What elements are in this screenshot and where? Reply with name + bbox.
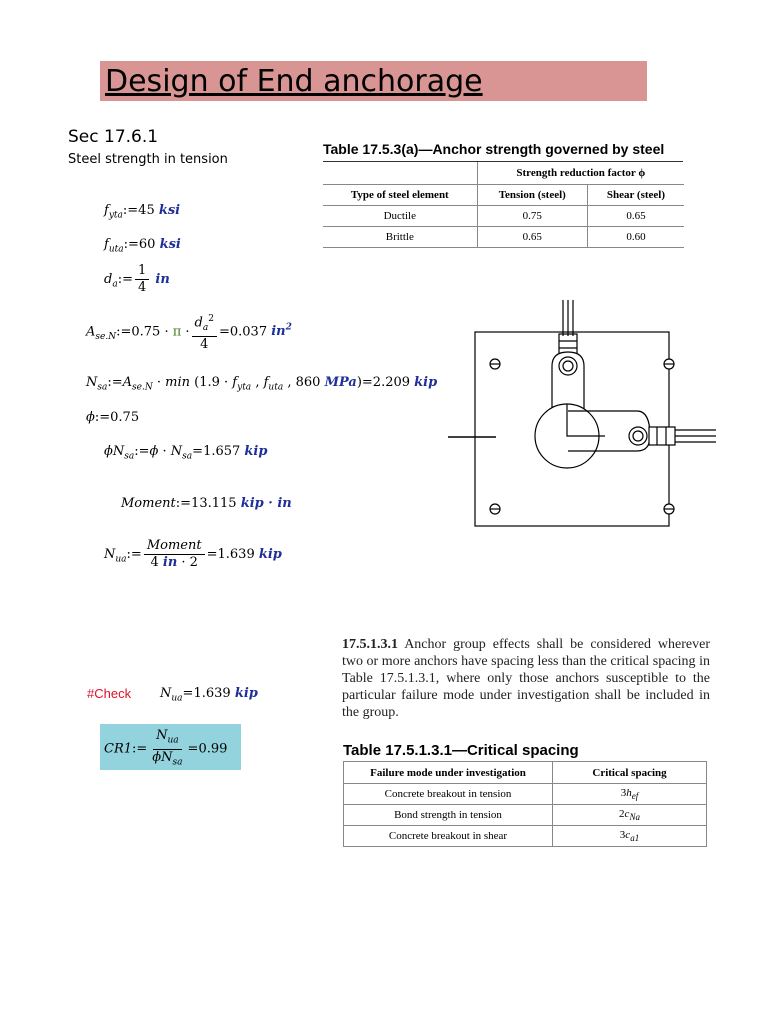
steel-table-group-header: Strength reduction factor ϕ <box>477 162 684 184</box>
table-cell: 0.65 <box>477 226 587 247</box>
cr1-equation: CR1:= $\frac{N_{ua}}{\phi N_{sa}}$ =0.99 <box>104 728 228 768</box>
table-row <box>323 226 684 247</box>
steel-table-blank <box>323 162 477 184</box>
eq-futa: $f_{uta}:=60$ ksi <box>104 237 181 255</box>
steel-table-header: Tension (steel) <box>477 184 587 205</box>
clause-number: 17.5.1.3.1 <box>342 637 398 652</box>
table-cell: 0.75 <box>477 205 587 226</box>
steel-table-title: Table 17.5.3(a)—Anchor strength governed by steel <box>323 141 665 157</box>
table-cell: $2c_{Na}$ <box>553 805 707 826</box>
table-row <box>344 826 707 847</box>
page-title: Design of End anchorage <box>105 64 483 99</box>
anchorage-drawing <box>440 296 720 536</box>
spacing-table-title: Table 17.5.1.3.1—Critical spacing <box>343 742 579 759</box>
table-cell: 0.60 <box>587 226 684 247</box>
spacing-table <box>343 761 707 847</box>
table-cell: Concrete breakout in shear <box>344 826 553 847</box>
eq-moment: Moment:=13.115 kip · in <box>121 496 292 511</box>
steel-table-header: Shear (steel) <box>587 184 684 205</box>
check-label: #Check <box>87 686 132 701</box>
table-cell: Bond strength in tension <box>344 805 553 826</box>
steel-table-header: Type of steel element <box>323 184 477 205</box>
eq-da: $d_a:=$ $\frac{1}{4}$ in <box>104 263 170 295</box>
table-row <box>323 205 684 226</box>
eq-nsa: $N_{sa}:=A_{se.N} \cdot \min (1.9 \cdot f_{yta}$ , $f_{uta}$ , 860 MPa)=2.209 kip <box>86 375 438 393</box>
table-cell: Ductile <box>323 205 477 226</box>
eq-fyta: $f_{yta}:=45$ ksi <box>104 203 181 221</box>
spacing-table-header: Failure mode under investigation <box>344 762 553 784</box>
eq-ase-n: $A_{se.N}:=0.75 \cdot \pi$ · $\frac{d_a^2}{4}$ =0.037 $in^2$ <box>86 311 292 353</box>
table-cell: Concrete breakout in tension <box>344 784 553 805</box>
clause-text: Anchor group effects shall be considered wherever two or more anchors have spacing less than the critical spacing in Table 17.5.1.3.1, where only those anchors susceptible to the particular failure mode under investigation shall be included in the group. <box>342 637 710 720</box>
table-cell: 0.65 <box>587 205 684 226</box>
section-heading: Sec 17.6.1 <box>68 127 159 147</box>
horizontal-pin <box>629 427 647 445</box>
steel-table <box>323 162 684 248</box>
vertical-pin <box>559 357 577 375</box>
eq-phi-nsa: $\phi N_{sa}:=\phi \cdot N_{sa}=1.657$ kip <box>104 444 268 462</box>
table-cell: $3h_{ef}$ <box>553 784 707 805</box>
section-subheading: Steel strength in tension <box>68 152 228 167</box>
eq-nua: $N_{ua}:=$ $\frac{\text{Moment}}{4 in \cdot 2}$ =1.639 kip <box>104 538 282 570</box>
table-row <box>344 784 707 805</box>
spacing-table-header: Critical spacing <box>553 762 707 784</box>
table-row <box>344 805 707 826</box>
eq-phi: ϕ:=0.75 <box>86 410 140 425</box>
clause-paragraph <box>342 636 710 721</box>
table-cell: Brittle <box>323 226 477 247</box>
table-cell: $3c_{a1}$ <box>553 826 707 847</box>
drawing-lines <box>448 300 716 526</box>
check-nua: $N_{ua}=1.639$ kip <box>160 686 258 704</box>
horizontal-turnbuckle <box>649 427 675 445</box>
